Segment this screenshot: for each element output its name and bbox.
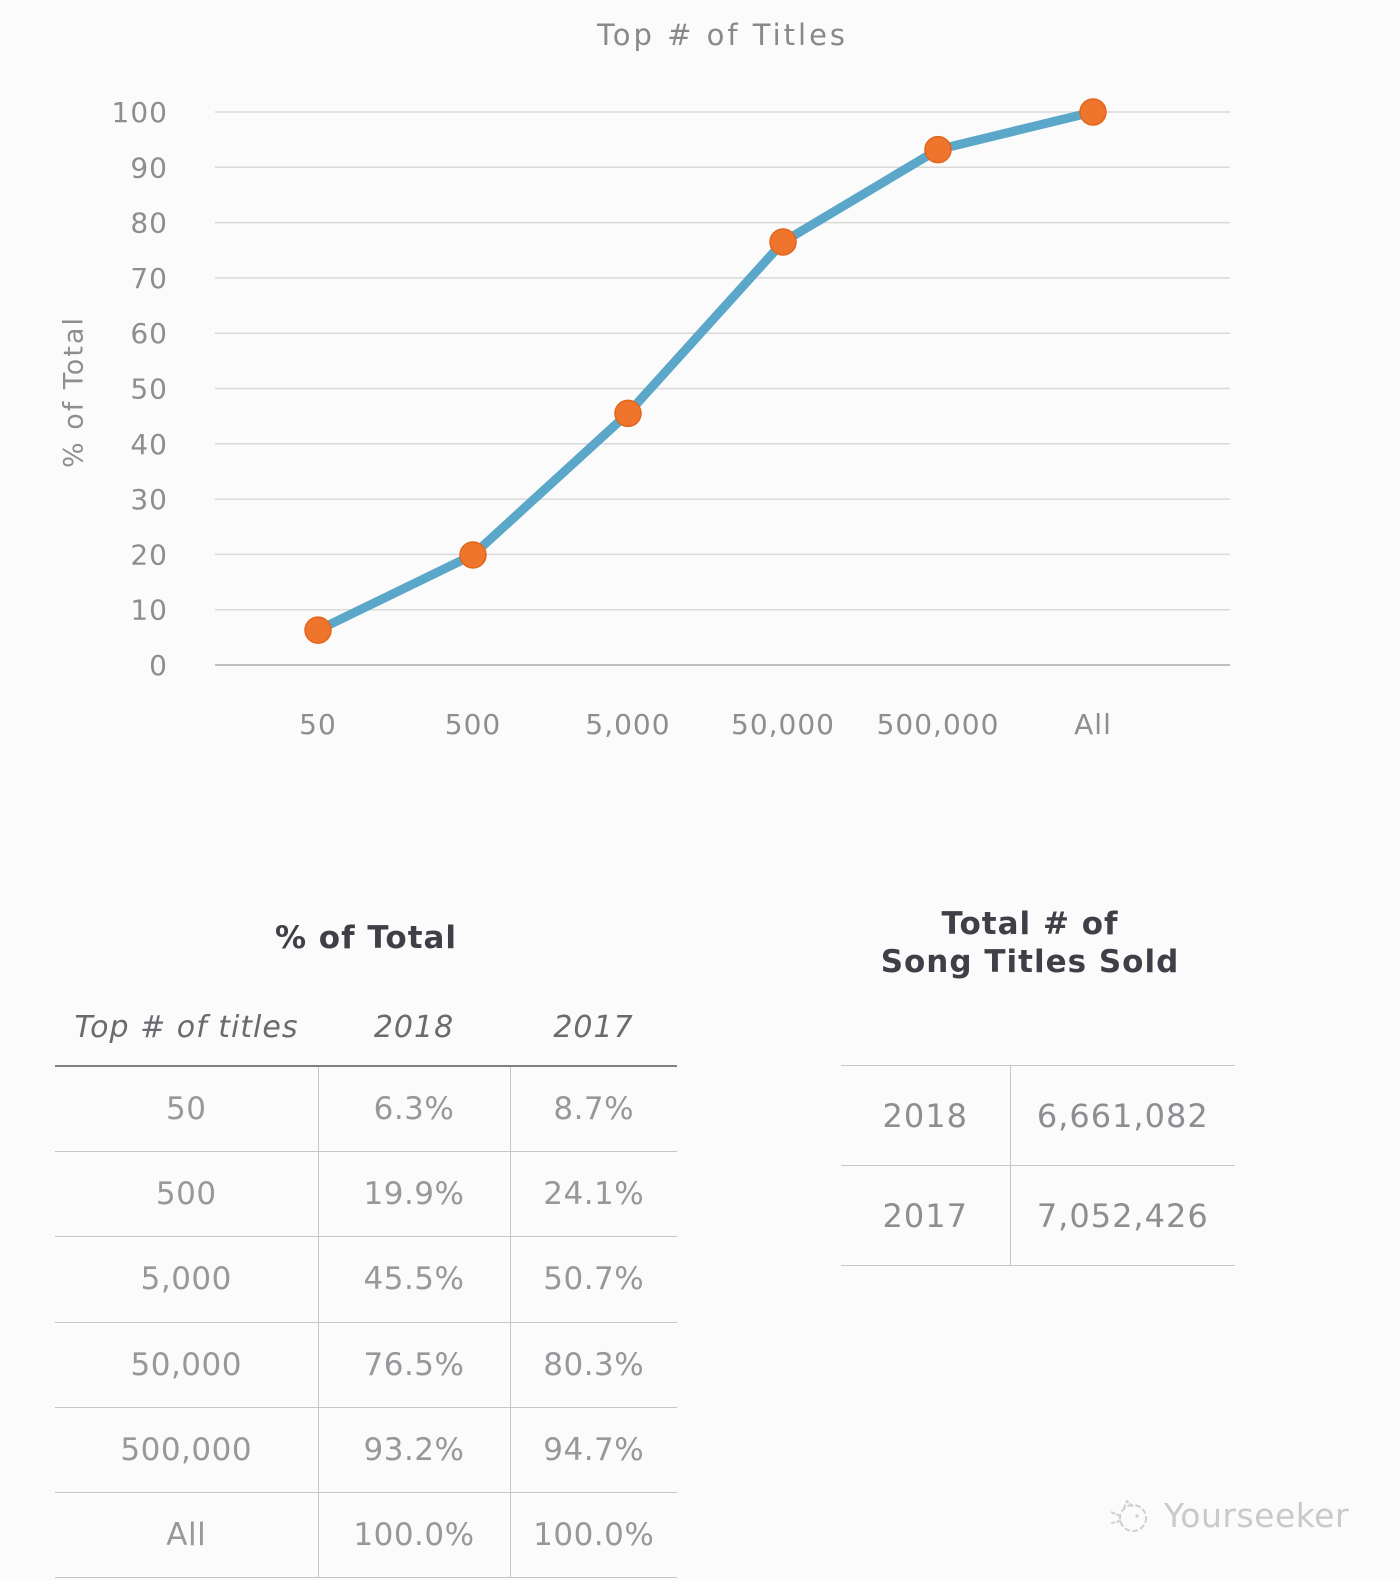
value-2017: 8.7%: [510, 1066, 677, 1152]
table-row: [841, 1066, 1235, 1166]
value-2017: 100.0%: [510, 1492, 677, 1577]
song-titles-sold-table: [841, 1065, 1235, 1266]
y-tick-label: 100: [111, 96, 168, 129]
y-tick-label: 40: [130, 427, 168, 461]
x-tick-label: All: [1074, 708, 1112, 741]
value-2017: 80.3%: [510, 1322, 677, 1407]
percent-of-total-table: [55, 990, 677, 1578]
x-tick-label: 50: [299, 708, 337, 741]
total-value: 6,661,082: [1010, 1066, 1235, 1166]
value-2017: 50.7%: [510, 1237, 677, 1322]
y-tick-label: 70: [130, 261, 168, 295]
y-axis-title: % of Total: [58, 316, 90, 468]
year-label: 2017: [841, 1166, 1010, 1266]
data-point: [925, 137, 951, 163]
value-2018: 19.9%: [318, 1152, 510, 1237]
table-row: [55, 1407, 677, 1492]
row-label: 500,000: [55, 1407, 318, 1492]
row-label: 50: [55, 1066, 318, 1152]
table-row: [841, 1166, 1235, 1266]
table-row: [55, 1152, 677, 1237]
data-point: [305, 617, 331, 643]
table-row: [55, 1322, 677, 1407]
data-point: [770, 229, 796, 255]
y-tick-label: 20: [130, 538, 168, 572]
left-table-title: % of Total: [274, 920, 458, 956]
y-tick-label: 80: [130, 206, 168, 240]
value-2018: 45.5%: [318, 1237, 510, 1322]
y-tick-label: 30: [130, 483, 168, 517]
y-tick-label: 0: [149, 649, 168, 682]
table-row: [55, 1237, 677, 1322]
yourseeker-logo-icon: [1108, 1492, 1154, 1538]
value-2017: 24.1%: [510, 1152, 677, 1237]
right-table-title: [850, 905, 1210, 981]
year-label: 2018: [841, 1066, 1010, 1166]
row-label: All: [55, 1492, 318, 1577]
header-row: [55, 990, 677, 1066]
x-tick-label: 5,000: [585, 708, 671, 741]
data-point: [460, 542, 486, 568]
value-2017: 94.7%: [510, 1407, 677, 1492]
value-2018: 76.5%: [318, 1322, 510, 1407]
data-point: [1080, 99, 1106, 125]
y-tick-label: 90: [130, 151, 168, 185]
y-tick-label: 60: [130, 317, 168, 351]
y-tick-label: 10: [130, 593, 168, 627]
x-tick-label: 50,000: [731, 708, 835, 741]
table-row: [55, 1066, 677, 1152]
value-2018: 100.0%: [318, 1492, 510, 1577]
header-2018: 2018: [318, 990, 510, 1066]
total-value: 7,052,426: [1010, 1166, 1235, 1266]
x-tick-label: 500: [444, 708, 502, 741]
watermark-label: Yourseeker: [1164, 1495, 1350, 1535]
x-tick-label: 500,000: [876, 708, 1000, 741]
right-table-title-line1: Total # of: [941, 906, 1119, 942]
data-point: [615, 400, 641, 426]
data-line: [318, 112, 1093, 630]
value-2018: 93.2%: [318, 1407, 510, 1492]
value-2018: 6.3%: [318, 1066, 510, 1152]
row-label: 5,000: [55, 1237, 318, 1322]
chart-title: Top # of Titles: [596, 18, 849, 52]
header-2017: 2017: [510, 990, 677, 1066]
table-row: [55, 1492, 677, 1577]
y-tick-label: 50: [130, 372, 168, 406]
right-table-title-line2: Song Titles Sold: [880, 944, 1180, 980]
row-label: 500: [55, 1152, 318, 1237]
row-label: 50,000: [55, 1322, 318, 1407]
watermark: [1108, 1492, 1349, 1538]
line-chart: [0, 0, 1400, 770]
header-top-titles: Top # of titles: [55, 990, 318, 1066]
